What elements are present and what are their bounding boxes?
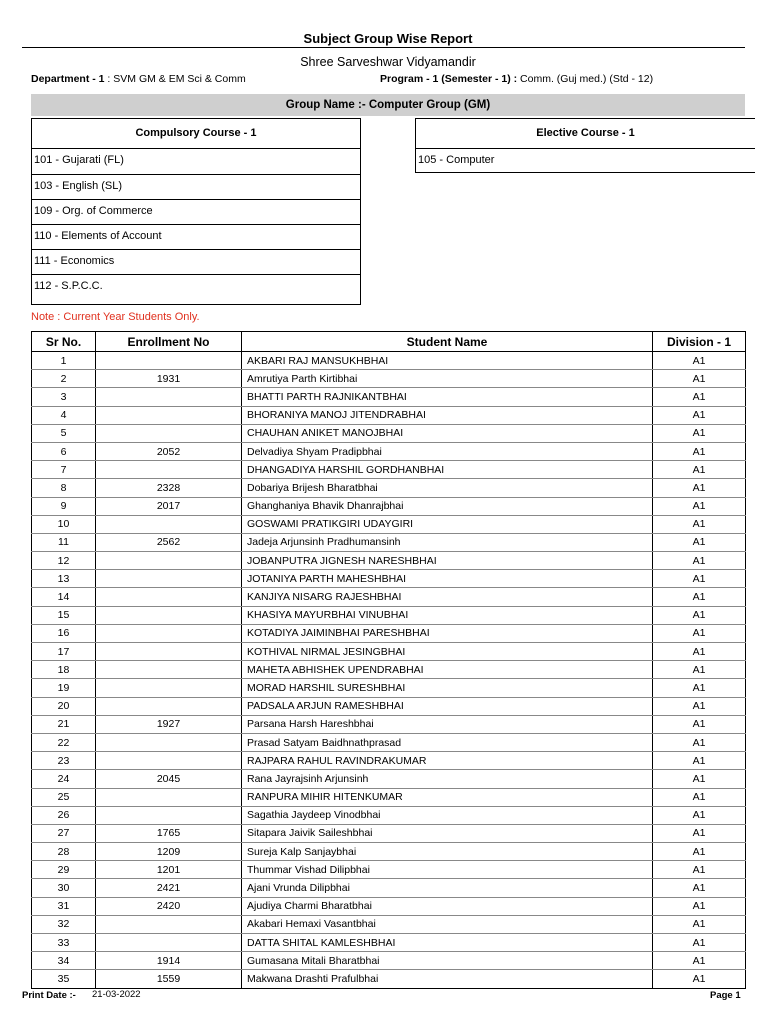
cell-enrollment-no: 2017 bbox=[96, 497, 242, 515]
department-line bbox=[31, 73, 246, 85]
table-row bbox=[32, 679, 746, 697]
cell-sr-no: 3 bbox=[32, 388, 96, 406]
table-row bbox=[32, 497, 746, 515]
course-item: 101 - Gujarati (FL) bbox=[34, 154, 124, 166]
cell-enrollment-no: 2052 bbox=[96, 442, 242, 460]
course-item: 109 - Org. of Commerce bbox=[32, 199, 360, 224]
cell-division: A1 bbox=[653, 879, 746, 897]
cell-division: A1 bbox=[653, 424, 746, 442]
table-row bbox=[32, 715, 746, 733]
header-sr-no: Sr No. bbox=[32, 332, 96, 352]
elective-course-list bbox=[416, 148, 755, 174]
cell-sr-no: 26 bbox=[32, 806, 96, 824]
cell-sr-no: 13 bbox=[32, 570, 96, 588]
cell-sr-no: 32 bbox=[32, 915, 96, 933]
cell-student-name: RANPURA MIHIR HITENKUMAR bbox=[242, 788, 653, 806]
cell-student-name: DATTA SHITAL KAMLESHBHAI bbox=[242, 934, 653, 952]
cell-enrollment-no bbox=[96, 424, 242, 442]
table-row bbox=[32, 406, 746, 424]
cell-division: A1 bbox=[653, 388, 746, 406]
cell-division: A1 bbox=[653, 952, 746, 970]
cell-student-name: Amrutiya Parth Kirtibhai bbox=[242, 370, 653, 388]
cell-enrollment-no bbox=[96, 352, 242, 370]
cell-division: A1 bbox=[653, 570, 746, 588]
cell-sr-no: 28 bbox=[32, 843, 96, 861]
cell-sr-no: 33 bbox=[32, 934, 96, 952]
cell-enrollment-no bbox=[96, 661, 242, 679]
table-row bbox=[32, 643, 746, 661]
cell-division: A1 bbox=[653, 515, 746, 533]
cell-student-name: Dobariya Brijesh Bharatbhai bbox=[242, 479, 653, 497]
table-row bbox=[32, 570, 746, 588]
cell-student-name: BHORANIYA MANOJ JITENDRABHAI bbox=[242, 406, 653, 424]
group-name-bar: Group Name :- Computer Group (GM) bbox=[31, 94, 745, 116]
cell-student-name: Sitapara Jaivik Saileshbhai bbox=[242, 824, 653, 842]
cell-division: A1 bbox=[653, 406, 746, 424]
cell-enrollment-no bbox=[96, 733, 242, 751]
cell-student-name: Thummar Vishad Dilipbhai bbox=[242, 861, 653, 879]
cell-division: A1 bbox=[653, 934, 746, 952]
cell-enrollment-no bbox=[96, 752, 242, 770]
cell-division: A1 bbox=[653, 661, 746, 679]
cell-enrollment-no bbox=[96, 388, 242, 406]
cell-sr-no: 8 bbox=[32, 479, 96, 497]
table-row bbox=[32, 533, 746, 551]
cell-division: A1 bbox=[653, 897, 746, 915]
table-row bbox=[32, 388, 746, 406]
cell-sr-no: 7 bbox=[32, 461, 96, 479]
title-divider bbox=[22, 47, 745, 48]
cell-student-name: KANJIYA NISARG RAJESHBHAI bbox=[242, 588, 653, 606]
compulsory-course-list bbox=[32, 148, 360, 299]
cell-student-name: Akabari Hemaxi Vasantbhai bbox=[242, 915, 653, 933]
table-row bbox=[32, 897, 746, 915]
cell-division: A1 bbox=[653, 606, 746, 624]
cell-enrollment-no bbox=[96, 570, 242, 588]
cell-sr-no: 25 bbox=[32, 788, 96, 806]
cell-sr-no: 31 bbox=[32, 897, 96, 915]
cell-student-name: Jadeja Arjunsinh Pradhumansinh bbox=[242, 533, 653, 551]
cell-enrollment-no: 2420 bbox=[96, 897, 242, 915]
cell-division: A1 bbox=[653, 533, 746, 551]
table-row bbox=[32, 370, 746, 388]
cell-sr-no: 4 bbox=[32, 406, 96, 424]
table-row bbox=[32, 442, 746, 460]
cell-sr-no: 34 bbox=[32, 952, 96, 970]
table-row bbox=[32, 661, 746, 679]
print-date-label: Print Date :- bbox=[22, 990, 76, 1001]
table-row bbox=[32, 970, 746, 988]
cell-division: A1 bbox=[653, 861, 746, 879]
cell-division: A1 bbox=[653, 352, 746, 370]
cell-division: A1 bbox=[653, 806, 746, 824]
cell-sr-no: 22 bbox=[32, 733, 96, 751]
table-row bbox=[32, 770, 746, 788]
table-row bbox=[32, 697, 746, 715]
table-row bbox=[32, 515, 746, 533]
cell-enrollment-no bbox=[96, 515, 242, 533]
cell-division: A1 bbox=[653, 552, 746, 570]
elective-course-box bbox=[415, 118, 755, 173]
cell-enrollment-no bbox=[96, 624, 242, 642]
cell-division: A1 bbox=[653, 643, 746, 661]
cell-division: A1 bbox=[653, 479, 746, 497]
cell-enrollment-no bbox=[96, 679, 242, 697]
cell-enrollment-no: 2045 bbox=[96, 770, 242, 788]
table-row bbox=[32, 915, 746, 933]
course-item: 110 - Elements of Account bbox=[32, 224, 360, 249]
department-label: Department - 1 bbox=[31, 73, 105, 85]
cell-enrollment-no bbox=[96, 934, 242, 952]
cell-student-name: AKBARI RAJ MANSUKHBHAI bbox=[242, 352, 653, 370]
cell-enrollment-no: 1559 bbox=[96, 970, 242, 988]
cell-enrollment-no bbox=[96, 606, 242, 624]
cell-enrollment-no: 2421 bbox=[96, 879, 242, 897]
cell-sr-no: 2 bbox=[32, 370, 96, 388]
cell-division: A1 bbox=[653, 697, 746, 715]
table-row bbox=[32, 824, 746, 842]
cell-division: A1 bbox=[653, 461, 746, 479]
student-rows bbox=[32, 352, 746, 989]
table-row bbox=[32, 843, 746, 861]
cell-sr-no: 14 bbox=[32, 588, 96, 606]
cell-division: A1 bbox=[653, 788, 746, 806]
header-enrollment-no: Enrollment No bbox=[96, 332, 242, 352]
table-row bbox=[32, 752, 746, 770]
cell-enrollment-no: 1201 bbox=[96, 861, 242, 879]
cell-enrollment-no bbox=[96, 806, 242, 824]
cell-sr-no: 12 bbox=[32, 552, 96, 570]
program-value: Comm. (Guj med.) (Std - 12) bbox=[517, 73, 654, 85]
cell-sr-no: 5 bbox=[32, 424, 96, 442]
header-division: Division - 1 bbox=[653, 332, 746, 352]
cell-sr-no: 6 bbox=[32, 442, 96, 460]
cell-sr-no: 17 bbox=[32, 643, 96, 661]
page-number: Page 1 bbox=[710, 990, 741, 1001]
course-item: 111 - Economics bbox=[32, 249, 360, 274]
program-line bbox=[380, 73, 653, 85]
school-name: Shree Sarveshwar Vidyamandir bbox=[300, 55, 476, 69]
cell-division: A1 bbox=[653, 915, 746, 933]
cell-enrollment-no bbox=[96, 461, 242, 479]
cell-division: A1 bbox=[653, 752, 746, 770]
student-table bbox=[31, 331, 746, 989]
cell-enrollment-no: 2328 bbox=[96, 479, 242, 497]
cell-division: A1 bbox=[653, 970, 746, 988]
cell-division: A1 bbox=[653, 442, 746, 460]
cell-division: A1 bbox=[653, 843, 746, 861]
cell-division: A1 bbox=[653, 715, 746, 733]
cell-division: A1 bbox=[653, 824, 746, 842]
cell-division: A1 bbox=[653, 370, 746, 388]
cell-division: A1 bbox=[653, 733, 746, 751]
table-row bbox=[32, 806, 746, 824]
cell-enrollment-no: 1765 bbox=[96, 824, 242, 842]
report-title: Subject Group Wise Report bbox=[303, 31, 473, 46]
cell-sr-no: 10 bbox=[32, 515, 96, 533]
cell-enrollment-no bbox=[96, 643, 242, 661]
header-student-name: Student Name bbox=[242, 332, 653, 352]
cell-student-name: Prasad Satyam Baidhnathprasad bbox=[242, 733, 653, 751]
cell-enrollment-no bbox=[96, 406, 242, 424]
cell-sr-no: 19 bbox=[32, 679, 96, 697]
cell-enrollment-no: 1927 bbox=[96, 715, 242, 733]
cell-sr-no: 30 bbox=[32, 879, 96, 897]
table-row bbox=[32, 424, 746, 442]
cell-division: A1 bbox=[653, 770, 746, 788]
compulsory-course-heading: Compulsory Course - 1 bbox=[135, 127, 257, 139]
note-text: Note : Current Year Students Only. bbox=[31, 311, 200, 323]
table-row bbox=[32, 588, 746, 606]
cell-division: A1 bbox=[653, 497, 746, 515]
cell-sr-no: 18 bbox=[32, 661, 96, 679]
cell-enrollment-no bbox=[96, 588, 242, 606]
cell-enrollment-no bbox=[96, 788, 242, 806]
cell-student-name: KHASIYA MAYURBHAI VINUBHAI bbox=[242, 606, 653, 624]
elective-course-heading: Elective Course - 1 bbox=[536, 127, 635, 139]
table-row bbox=[32, 861, 746, 879]
print-date-value: 21-03-2022 bbox=[92, 989, 141, 1000]
cell-division: A1 bbox=[653, 588, 746, 606]
table-row bbox=[32, 606, 746, 624]
cell-sr-no: 23 bbox=[32, 752, 96, 770]
cell-enrollment-no bbox=[96, 697, 242, 715]
program-label: Program - 1 (Semester - 1) : bbox=[380, 73, 518, 85]
cell-student-name: JOBANPUTRA JIGNESH NARESHBHAI bbox=[242, 552, 653, 570]
table-row bbox=[32, 624, 746, 642]
cell-student-name: KOTHIVAL NIRMAL JESINGBHAI bbox=[242, 643, 653, 661]
cell-student-name: PADSALA ARJUN RAMESHBHAI bbox=[242, 697, 653, 715]
table-row bbox=[32, 552, 746, 570]
cell-enrollment-no: 2562 bbox=[96, 533, 242, 551]
course-item: 103 - English (SL) bbox=[32, 174, 360, 199]
table-row bbox=[32, 879, 746, 897]
cell-sr-no: 1 bbox=[32, 352, 96, 370]
department-value: : SVM GM & EM Sci & Comm bbox=[104, 73, 246, 85]
cell-student-name: JOTANIYA PARTH MAHESHBHAI bbox=[242, 570, 653, 588]
cell-sr-no: 15 bbox=[32, 606, 96, 624]
cell-student-name: Delvadiya Shyam Pradipbhai bbox=[242, 442, 653, 460]
cell-student-name: Parsana Harsh Hareshbhai bbox=[242, 715, 653, 733]
cell-student-name: DHANGADIYA HARSHIL GORDHANBHAI bbox=[242, 461, 653, 479]
cell-student-name: Ajudiya Charmi Bharatbhai bbox=[242, 897, 653, 915]
cell-student-name: Sureja Kalp Sanjaybhai bbox=[242, 843, 653, 861]
cell-student-name: RAJPARA RAHUL RAVINDRAKUMAR bbox=[242, 752, 653, 770]
course-item: 112 - S.P.C.C. bbox=[32, 274, 360, 299]
cell-sr-no: 21 bbox=[32, 715, 96, 733]
cell-sr-no: 20 bbox=[32, 697, 96, 715]
cell-sr-no: 29 bbox=[32, 861, 96, 879]
table-row bbox=[32, 479, 746, 497]
table-row bbox=[32, 461, 746, 479]
cell-student-name: BHATTI PARTH RAJNIKANTBHAI bbox=[242, 388, 653, 406]
cell-student-name: MAHETA ABHISHEK UPENDRABHAI bbox=[242, 661, 653, 679]
compulsory-course-box bbox=[31, 118, 361, 305]
table-row bbox=[32, 952, 746, 970]
cell-enrollment-no bbox=[96, 915, 242, 933]
cell-student-name: CHAUHAN ANIKET MANOJBHAI bbox=[242, 424, 653, 442]
cell-student-name: Ghanghaniya Bhavik Dhanrajbhai bbox=[242, 497, 653, 515]
table-row bbox=[32, 352, 746, 370]
course-item: 105 - Computer bbox=[418, 154, 495, 166]
cell-sr-no: 16 bbox=[32, 624, 96, 642]
table-row bbox=[32, 934, 746, 952]
cell-enrollment-no: 1209 bbox=[96, 843, 242, 861]
cell-student-name: Ajani Vrunda Dilipbhai bbox=[242, 879, 653, 897]
cell-student-name: Sagathia Jaydeep Vinodbhai bbox=[242, 806, 653, 824]
cell-sr-no: 11 bbox=[32, 533, 96, 551]
cell-enrollment-no: 1914 bbox=[96, 952, 242, 970]
table-header-row bbox=[32, 332, 746, 352]
cell-student-name: Gumasana Mitali Bharatbhai bbox=[242, 952, 653, 970]
cell-student-name: MORAD HARSHIL SURESHBHAI bbox=[242, 679, 653, 697]
cell-student-name: Makwana Drashti Prafulbhai bbox=[242, 970, 653, 988]
cell-enrollment-no bbox=[96, 552, 242, 570]
cell-student-name: GOSWAMI PRATIKGIRI UDAYGIRI bbox=[242, 515, 653, 533]
cell-division: A1 bbox=[653, 679, 746, 697]
cell-sr-no: 27 bbox=[32, 824, 96, 842]
cell-sr-no: 9 bbox=[32, 497, 96, 515]
cell-student-name: KOTADIYA JAIMINBHAI PARESHBHAI bbox=[242, 624, 653, 642]
cell-division: A1 bbox=[653, 624, 746, 642]
cell-enrollment-no: 1931 bbox=[96, 370, 242, 388]
cell-sr-no: 24 bbox=[32, 770, 96, 788]
table-row bbox=[32, 788, 746, 806]
cell-student-name: Rana Jayrajsinh Arjunsinh bbox=[242, 770, 653, 788]
cell-sr-no: 35 bbox=[32, 970, 96, 988]
table-row bbox=[32, 733, 746, 751]
